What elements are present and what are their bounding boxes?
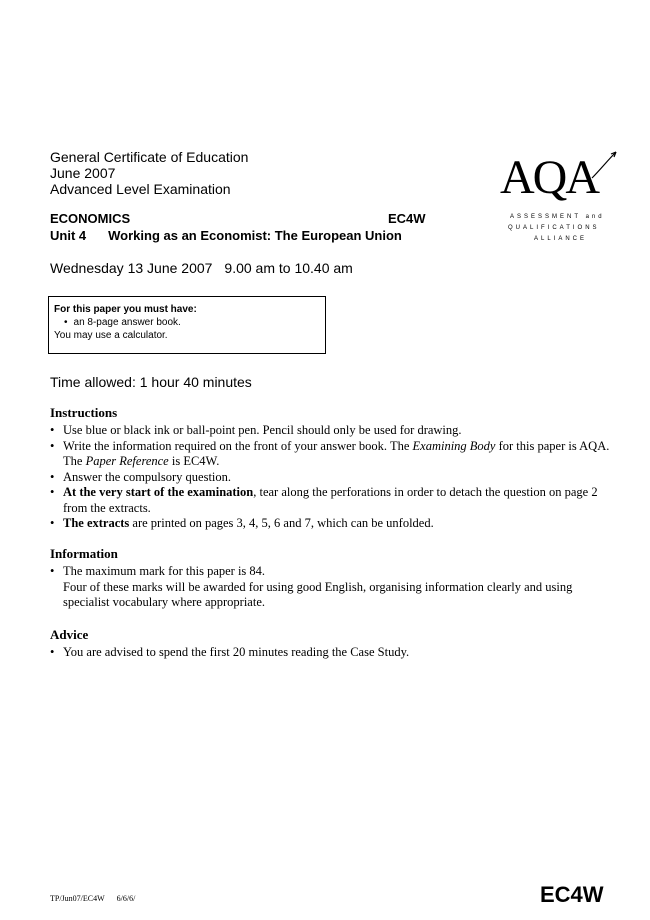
- instruction-emphasis: Paper Reference: [85, 454, 169, 468]
- footer-reference: [50, 894, 135, 903]
- instruction-text: Use blue or black ink or ball-point pen. Pencil should only be used for drawing.: [63, 423, 462, 437]
- instruction-item: [50, 516, 610, 532]
- instruction-emphasis: Examining Body: [412, 438, 496, 453]
- paper-code: EC4W: [388, 211, 426, 226]
- instruction-text: , tear along the perforations in order to detach the question on page 2 from the extracts.: [63, 485, 598, 515]
- exam-level: Advanced Level Examination: [50, 181, 231, 197]
- instruction-item: [50, 439, 610, 470]
- information-list: [50, 564, 610, 611]
- time-allowed: Time allowed: 1 hour 40 minutes: [50, 374, 252, 390]
- instruction-bold: At the very start of the examination: [63, 485, 254, 499]
- requirements-box: [48, 296, 326, 354]
- instruction-text: Write the information required on the front of your answer book. The: [63, 438, 413, 453]
- advice-item: • You are advised to spend the first 20 minutes reading the Case Study.: [50, 645, 610, 661]
- advice-heading: Advice: [50, 627, 89, 642]
- instruction-bold: The extracts: [63, 516, 130, 530]
- aqa-logo-letters: AQA: [500, 151, 598, 204]
- instruction-text: are printed on pages 3, 4, 5, 6 and 7, which can be unfolded.: [129, 516, 434, 530]
- qualification-title: General Certificate of Education: [50, 149, 249, 165]
- subject-title: ECONOMICS: [50, 211, 131, 226]
- logo-swoosh-icon: [590, 150, 618, 180]
- instructions-heading: Instructions: [50, 405, 118, 420]
- instruction-item: [50, 470, 610, 486]
- requirements-title: For this paper you must have:: [54, 304, 197, 315]
- instruction-text: is EC4W.: [168, 454, 220, 468]
- exam-date: Wednesday 13 June 2007: [50, 260, 213, 276]
- calculator-note: You may use a calculator.: [54, 330, 168, 341]
- information-heading: Information: [50, 546, 118, 561]
- instruction-item: [50, 485, 610, 516]
- footer-ref-code: TP/Jun07/EC4W: [50, 894, 105, 903]
- unit-number: Unit 4: [50, 228, 87, 243]
- unit-line: [50, 228, 402, 243]
- quality-marks-text: Four of these marks will be awarded for using good English, organising information clearly and using specialist vocabulary where appropriate.: [63, 579, 573, 609]
- logo-tagline-2: QUALIFICATIONS: [508, 225, 600, 231]
- exam-session: June 2007: [50, 165, 116, 181]
- advice-list: [50, 645, 610, 661]
- requirements-item: • an 8-page answer book.: [54, 316, 325, 329]
- instructions-list: [50, 423, 610, 532]
- exam-date-line: [50, 260, 353, 276]
- instruction-item: [50, 423, 610, 439]
- exam-time: 9.00 am to 10.40 am: [224, 260, 353, 276]
- logo-tagline-3: ALLIANCE: [534, 236, 588, 242]
- information-item: [50, 564, 610, 611]
- footer-paper-code: EC4W: [540, 882, 604, 907]
- instruction-text: for this paper is AQA. The: [63, 438, 610, 468]
- logo-tagline-1: ASSESSMENT and: [510, 214, 605, 220]
- qualification-header: [50, 149, 248, 197]
- unit-title: Working as an Economist: The European Union: [108, 228, 402, 243]
- instruction-text: Answer the compulsory question.: [63, 469, 232, 484]
- max-mark-text: The maximum mark for this paper is 84.: [63, 564, 266, 578]
- aqa-logo: [486, 146, 616, 246]
- footer-version: 6/6/6/: [116, 894, 136, 903]
